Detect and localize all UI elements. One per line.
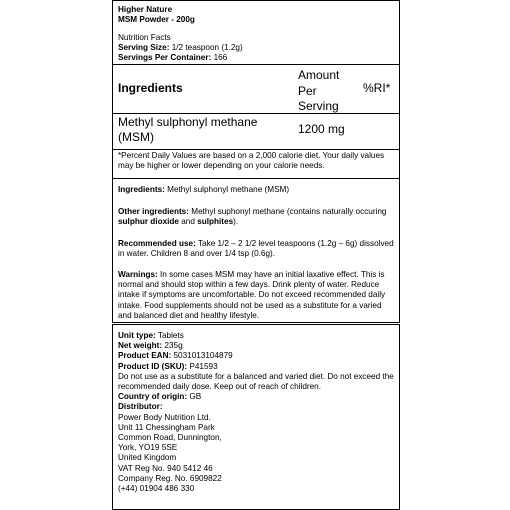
distributor-line: Company Reg. No. 6909822 [118,473,222,483]
distributor-line: York, YO19 5SE [118,443,178,453]
column-header-amount: Amount Per Serving [298,68,340,113]
other-ingredients-label: Other ingredients: [118,207,189,216]
net-weight [118,341,394,351]
sulphur-dioxide-text: sulphur dioxide [118,217,179,227]
servings-per-container-value: 166 [213,53,228,62]
nutrition-title: Nutrition Facts [118,33,171,42]
country-of-origin-value: GB [189,392,202,402]
warnings-value: In some cases MSM may have an initial laxative effect. This is normal and should stop within a few days. Drink plenty of water. Reduce intake if symptoms are uncomfortable. Do not exceed recommended daily intake. Food supplements should not be used as a substitute for a varied and balanced diet and healthy lifestyle. [118,270,386,320]
product-ean-label: Product EAN: [118,351,172,361]
unit-type-value: Tablets [157,331,184,340]
distributor-label: Distributor: [118,402,163,412]
ingredient-name: Methyl sulphonyl methane (MSM) [118,115,258,144]
column-header-ri: %RI* [363,81,391,95]
sulphites-text: sulphites [197,217,234,227]
ingredient-amount: 1200 mg [298,122,345,136]
other-ingredients-line [118,207,394,227]
other-ingredients-value: Methyl suphonyl methane (contains naturally occuring [191,207,387,216]
distributor-line: (+44) 01904 486 330 [118,484,195,494]
unit-type-label: Unit type: [118,331,156,340]
servings-per-container [118,53,227,63]
warnings-label: Warnings: [118,270,158,279]
product-details [118,331,394,494]
warnings-line [118,270,394,321]
serving-size [118,43,243,53]
servings-per-container-label: Servings Per Container: [118,53,212,62]
divider [113,113,399,114]
distributor-line: United Kingdom [118,453,177,463]
product-ean-value: 5031013104879 [173,351,233,361]
divider [113,64,399,65]
product-sku-value: P41593 [189,361,218,371]
daily-values-footnote: *Percent Daily Values are based on a 2,000 calorie diet. Your daily values may be higher or lower depending on your calorie needs. [118,151,385,171]
recommended-use-label: Recommended use: [118,239,196,248]
column-header-ingredients: Ingredients [118,81,183,95]
other-ingredients-end: ). [233,217,239,227]
distributor-line: Power Body Nutrition Ltd. [118,412,211,422]
and-text: and [181,217,195,227]
distributor-line: Common Road, Dunnington, [118,433,222,443]
ingredients-line [118,185,394,195]
country-of-origin [118,392,394,402]
net-weight-value: 235g [164,341,183,351]
ingredients-value: Methyl sulphonyl methane (MSM) [167,185,290,194]
brand-name: Higher Nature [118,5,173,14]
product-sku-label: Product ID (SKU): [118,361,188,371]
recommended-use-value: Take 1/2 – 2 1/2 level teaspoons (1.2g – 6g) dissolved in water. Children 8 and over 1/4 tsp (0.6g). [118,239,394,259]
product-ean [118,351,394,361]
product-details-panel [112,324,400,510]
serving-size-label: Serving Size: [118,43,170,52]
recommended-use-line [118,239,394,259]
ingredients-panel [112,178,400,323]
country-of-origin-label: Country of origin: [118,392,188,402]
net-weight-label: Net weight: [118,341,163,351]
divider [113,149,399,150]
serving-size-value: 1/2 teaspoon (1.2g) [171,43,243,52]
distributor-line: Unit 11 Chessingham Park [118,422,215,432]
nutrition-facts-panel [112,0,400,179]
product-name: MSM Powder - 200g [118,15,195,24]
unit-type [118,331,394,341]
usage-notice: Do not use as a substitute for a balanced and varied diet. Do not exceed the recommended daily dose. Keep out of reach of children. [118,371,394,392]
ingredients-label: Ingredients: [118,185,165,194]
product-sku [118,362,394,372]
distributor-line: VAT Reg No. 940 5412 46 [118,463,213,473]
